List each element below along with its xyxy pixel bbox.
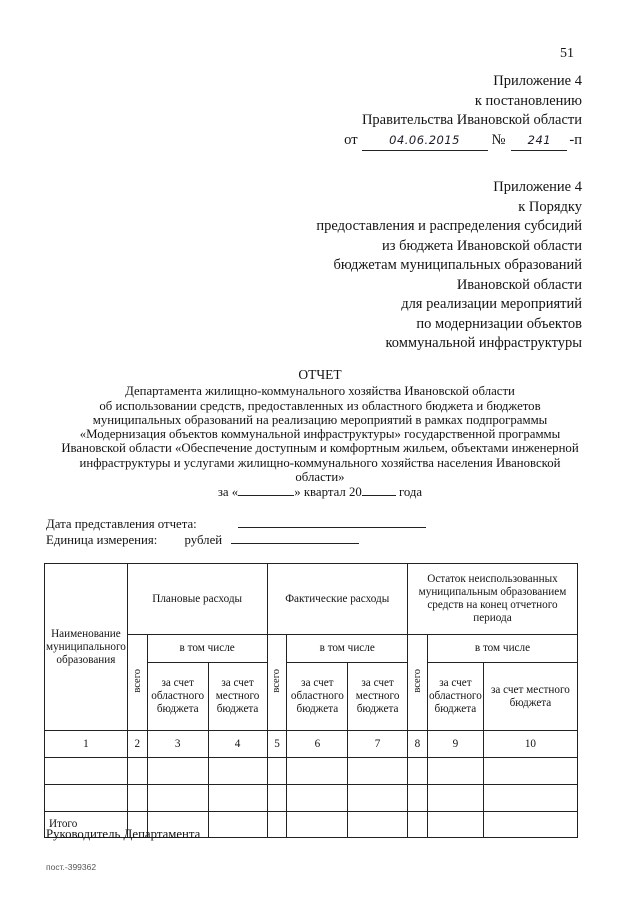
unit-blank (231, 532, 359, 544)
decree-number-sign: № (491, 131, 506, 148)
report-title-block (50, 368, 590, 500)
planned-expenses-header: Плановые расходы (127, 564, 267, 635)
unit-line (46, 532, 359, 548)
report-date-blank (238, 516, 426, 528)
appendix-decree-line: Правительства Ивановской области (361, 112, 582, 128)
appendix-decree-block (344, 72, 582, 151)
column-number: 7 (348, 731, 408, 758)
report-title-line: Департамента жилищно-коммунального хозяйства Ивановской области (125, 384, 515, 399)
table-row (45, 758, 578, 785)
decree-date-number-line (344, 131, 582, 152)
signature-name-blank (351, 826, 471, 838)
document-code: пост.-399362 (46, 862, 97, 872)
report-title-line: «Модернизация объектов коммунальной инфраструктуры» государственной программы (79, 427, 561, 442)
column-number: 5 (267, 731, 287, 758)
column-number-row (45, 731, 578, 758)
decree-number-handwritten: 241 (511, 131, 567, 152)
unit-value: рублей (184, 533, 223, 547)
appendix-procedure-line: Ивановской области (456, 276, 582, 293)
table-row (45, 785, 578, 812)
appendix-procedure-line: для реализации мероприятий (401, 296, 582, 312)
column-name-header: Наименование муниципального образования (45, 564, 128, 731)
report-title-line: об использовании средств, предоставленных из областного бюджета и бюджетов (99, 398, 541, 413)
planned-total-header: всего (127, 635, 147, 731)
appendix-procedure-line: Приложение 4 (493, 179, 582, 195)
actual-total-header: всего (267, 635, 287, 731)
report-title-line: Ивановской области «Обеспечение доступным и комфортным жильем, объектами инженерной (61, 441, 579, 456)
column-number: 10 (483, 731, 577, 758)
unit-label: Единица измерения: (46, 533, 158, 547)
decree-date-prefix: от (344, 131, 358, 148)
remainder-regional-header: за счет областного бюджета (427, 663, 483, 731)
planned-regional-header: за счет областного бюджета (147, 663, 208, 731)
column-number: 4 (208, 731, 267, 758)
remainder-header: Остаток неиспользованных муниципальным образованием средств на конец отчетного периода (407, 564, 577, 635)
period-year: года (398, 485, 423, 500)
remainder-total-header: всего (407, 635, 427, 731)
column-number: 6 (287, 731, 348, 758)
report-title-line: области» (295, 470, 345, 485)
planned-local-header: за счет местного бюджета (208, 663, 267, 731)
planned-including-header: в том числе (147, 635, 267, 663)
actual-regional-header: за счет областного бюджета (287, 663, 348, 731)
appendix-procedure-line: предоставления и распределения субсидий (316, 218, 582, 234)
report-date-line (46, 516, 426, 532)
report-date-label: Дата представления отчета: (46, 517, 197, 531)
column-number: 9 (427, 731, 483, 758)
appendix-decree-line: к постановлению (474, 92, 582, 109)
period-za: за « (217, 485, 239, 500)
page-number: 51 (560, 46, 574, 61)
actual-local-header: за счет местного бюджета (348, 663, 408, 731)
remainder-including-header: в том числе (427, 635, 577, 663)
appendix-procedure-line: по модернизации объектов (416, 315, 582, 332)
signature-label: Руководитель Департамента (46, 827, 201, 841)
remainder-local-header: за счет местного бюджета (483, 663, 577, 731)
report-title-line: муниципальных образований на реализацию мероприятий в рамках подпрограммы (92, 412, 548, 427)
column-number: 3 (147, 731, 208, 758)
report-title-line: инфраструктуры и услугами жилищно-коммунального хозяйства населения Ивановской (79, 455, 561, 470)
actual-expenses-header: Фактические расходы (267, 564, 407, 635)
appendix-procedure-line: к Порядку (518, 198, 582, 215)
appendix-procedure-line: из бюджета Ивановской области (382, 237, 582, 254)
appendix-procedure-line: коммунальной инфраструктуры (385, 335, 582, 351)
signature-blank (256, 826, 326, 838)
decree-number-suffix: -п (569, 131, 582, 148)
appendix-decree-line: Приложение 4 (493, 73, 582, 89)
report-table (44, 563, 578, 838)
report-title: ОТЧЕТ (298, 367, 342, 382)
table-header-row (45, 564, 578, 635)
period-quarter: » квартал 20 (294, 485, 362, 500)
report-period-line (50, 484, 590, 499)
actual-including-header: в том числе (287, 635, 407, 663)
appendix-procedure-line: бюджетам муниципальных образований (333, 257, 582, 273)
total-row-label: Итого (45, 812, 128, 838)
column-number: 8 (407, 731, 427, 758)
appendix-procedure-block (316, 178, 582, 354)
column-number: 1 (45, 731, 128, 758)
column-number: 2 (127, 731, 147, 758)
signature-line (46, 826, 471, 842)
decree-date-handwritten: 04.06.2015 (362, 131, 488, 152)
period-year-blank (362, 484, 396, 496)
period-quarter-blank (238, 484, 294, 496)
